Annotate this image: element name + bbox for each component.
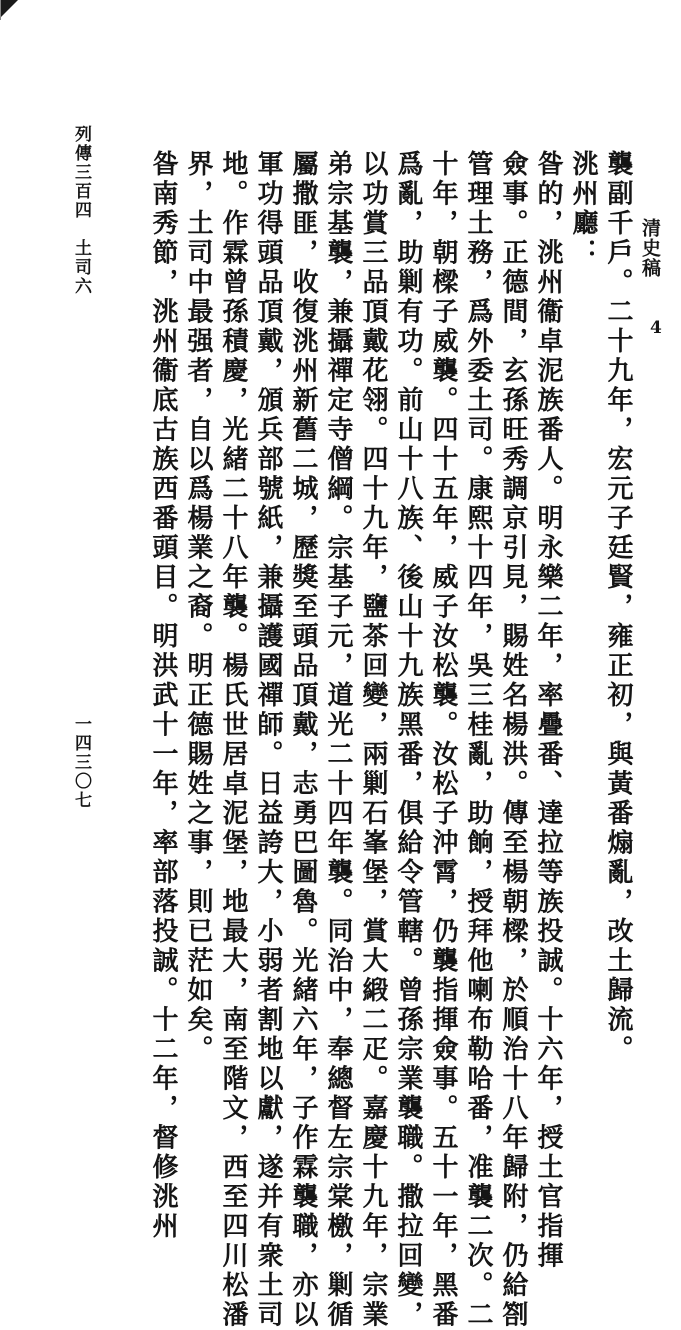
margin-stamp: 清史稿 bbox=[639, 218, 661, 278]
footer-chapter: 列傳三百四 土司六 bbox=[71, 125, 91, 296]
text-column-6: 十年，朝樑子威襲。四十五年，威子汝松襲。汝松子沖霄，仍襲指揮僉事。五十一年，黑番 bbox=[428, 150, 458, 1330]
text-column-13: 界，土司中最强者，自以爲楊業之裔。明正德賜姓之事，則已茫如矣。 bbox=[183, 150, 213, 1065]
text-column-9: 弟宗基襲，兼攝禪定寺僧綱。宗基子元，道光二十四年襲。同治中，奉總督左宗棠檄，剿循 bbox=[323, 150, 353, 1330]
text-column-14: 昝南秀節，洮州衞底古族西番頭目。明洪武十一年，率部落投誠。十二年，督修洮州 bbox=[148, 150, 178, 1242]
text-column-1: 襲副千戶。二十九年，宏元子廷賢，雍正初，與黃番煽亂，改土歸流。 bbox=[603, 150, 633, 1065]
text-column-5: 管理土務，爲外委土司。康熙十四年，吳三桂亂，助餉，授拜他喇布勒哈番，准襲二次。二 bbox=[463, 150, 493, 1330]
text-column-12: 地。作霖曾孫積慶，光緒二十八年襲。楊氏世居卓泥堡，地最大，南至階文，西至四川松潘 bbox=[218, 150, 248, 1330]
text-column-3: 昝的，洮州衞卓泥族番人。明永樂二年，率疊番、達拉等族投誠。十六年，授土官指揮 bbox=[533, 150, 563, 1271]
edge-line bbox=[0, 0, 1, 20]
text-column-7: 爲亂，助剿有功。前山十八族、後山十九族黑番，俱給令管轄。曾孫宗業襲職。撒拉回變， bbox=[393, 150, 423, 1330]
text-column-4: 僉事。正德間，玄孫旺秀調京引見，賜姓名楊洪。傳至楊朝樑，於順治十八年歸附，仍給劄 bbox=[498, 150, 528, 1330]
text-column-8: 以功賞三品頂戴花翎。四十九年，鹽茶回變，兩剿石峯堡，賞大緞二疋。嘉慶十九年，宗業 bbox=[358, 150, 388, 1330]
text-column-11: 軍功得頭品頂戴，頒兵部號紙，兼攝護國禪師。日益誇大，小弱者割地以獻，遂并有衆土司 bbox=[253, 150, 283, 1330]
section-heading: 洮州廳： bbox=[568, 150, 598, 268]
margin-number: 4 bbox=[650, 318, 662, 338]
footer-page-number: 一四三〇七 bbox=[71, 715, 91, 810]
text-column-10: 屬撒匪，收復洮州新舊二城，歷獎至頭品頂戴，志勇巴圖魯。光緒六年，子作霖襲職，亦以 bbox=[288, 150, 318, 1330]
corner-mark bbox=[0, 0, 18, 18]
